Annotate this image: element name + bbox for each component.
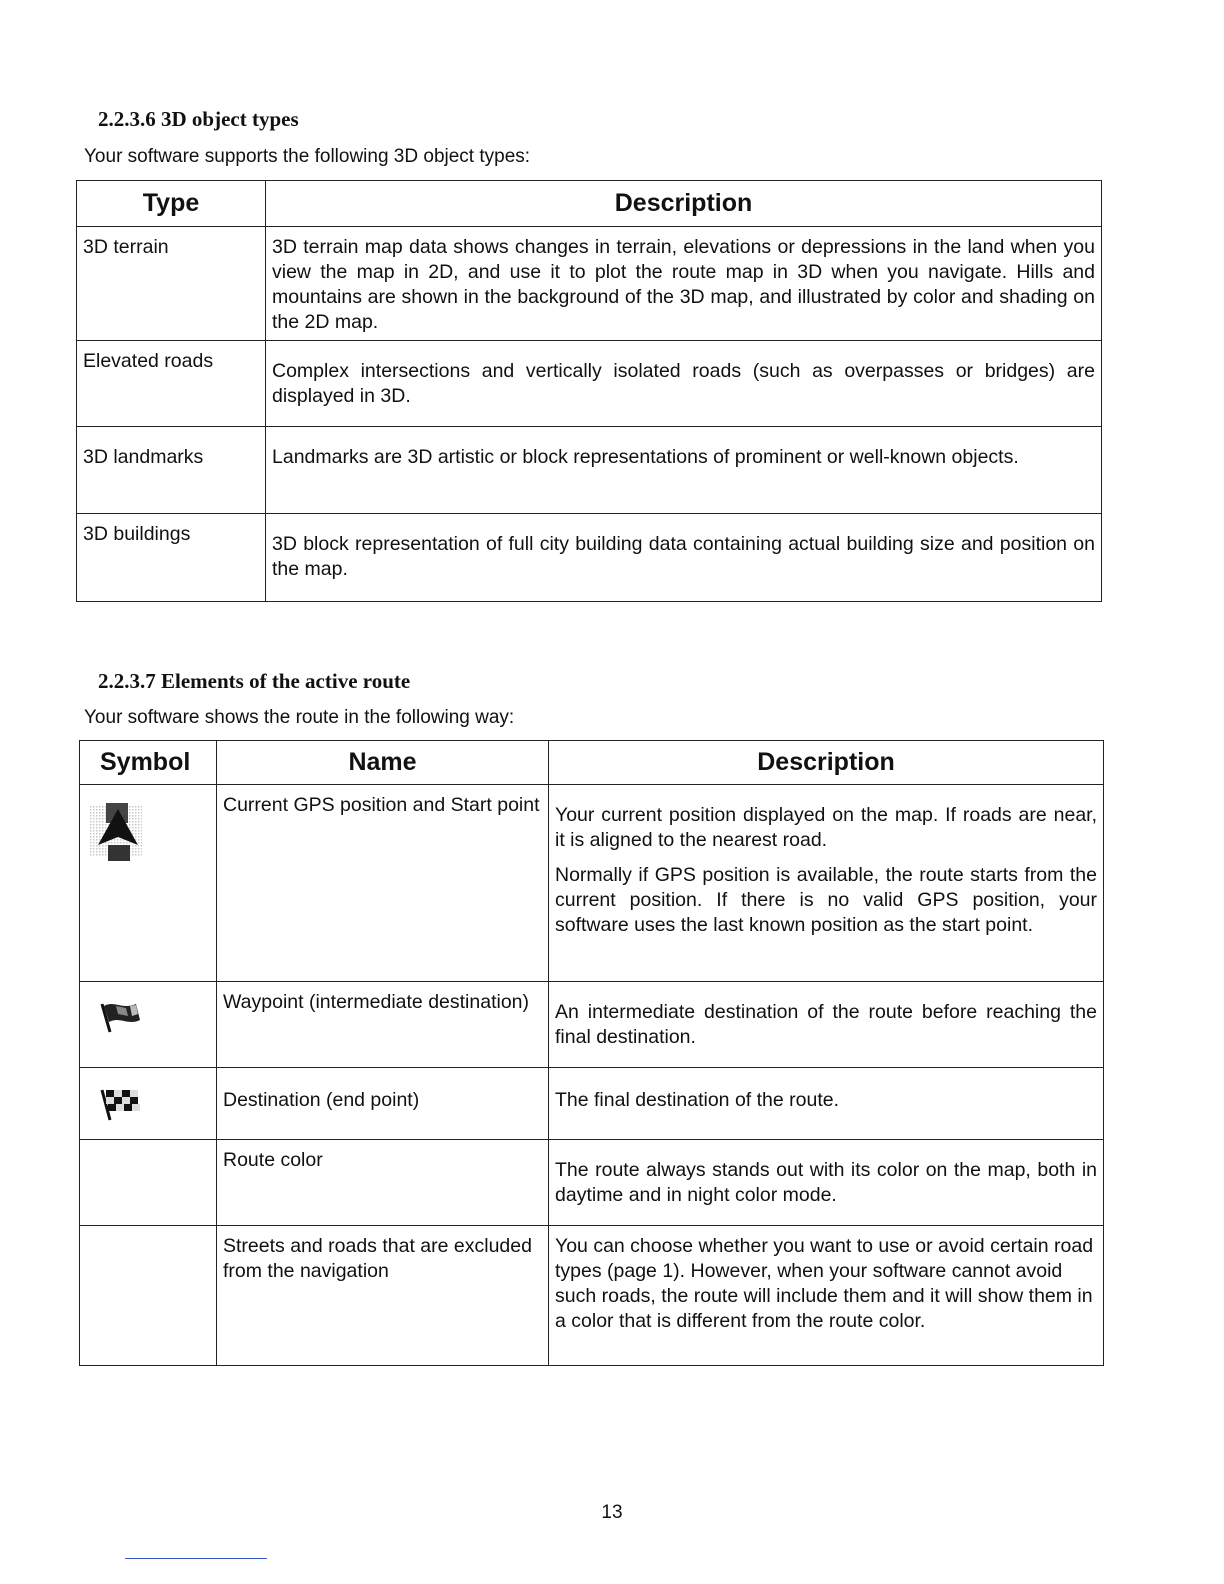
footnote-divider [125, 1558, 267, 1559]
column-header-type: Type [77, 181, 266, 227]
table-row [77, 514, 1102, 602]
description-paragraph: Your current position displayed on the map. If roads are near, it is aligned to the nearest road. [555, 804, 1097, 851]
section-intro-3d-object-types: Your software supports the following 3D object types: [84, 146, 531, 167]
column-header-symbol: Symbol [80, 741, 217, 785]
table-row [77, 227, 1102, 341]
description-cell: The route always stands out with its color on the map, both in daytime and in night color mode. [549, 1140, 1104, 1226]
column-header-description: Description [266, 181, 1102, 227]
symbol-cell [80, 982, 217, 1068]
type-cell: 3D buildings [77, 514, 266, 602]
section-heading-active-route: 2.2.3.7 Elements of the active route [98, 669, 411, 693]
description-cell: You can choose whether you want to use or avoid certain road types (page 1). However, when your software cannot avoid such roads, the route will include them and it will show them in a color that is different from the route color. [549, 1226, 1104, 1366]
description-cell [549, 785, 1104, 982]
table-row [77, 341, 1102, 427]
table-row [80, 785, 1104, 982]
table-row [80, 982, 1104, 1068]
column-header-description: Description [549, 741, 1104, 785]
type-cell: 3D landmarks [77, 427, 266, 514]
name-cell: Streets and roads that are excluded from the navigation [217, 1226, 549, 1366]
table-row [80, 1068, 1104, 1140]
name-cell: Current GPS position and Start point [217, 785, 549, 982]
type-cell: 3D terrain [77, 227, 266, 341]
table-row [80, 1140, 1104, 1226]
table-route-elements [79, 740, 1104, 1366]
name-cell: Waypoint (intermediate destination) [217, 982, 549, 1068]
description-paragraph: Normally if GPS position is available, the route starts from the current position. If there is no valid GPS position, your software uses the last known position as the start point. [555, 864, 1097, 936]
column-header-name: Name [217, 741, 549, 785]
description-cell: Landmarks are 3D artistic or block representations of prominent or well-known objects. [266, 427, 1102, 514]
symbol-cell [80, 1068, 217, 1140]
description-cell: Complex intersections and vertically isolated roads (such as overpasses or bridges) are displayed in 3D. [266, 341, 1102, 427]
description-cell: 3D terrain map data shows changes in terrain, elevations or depressions in the land when you view the map in 2D, and use it to plot the route map in 3D when you navigate. Hills and mountains are shown in the background of the 3D map, and illustrated by color and shading on the 2D map. [266, 227, 1102, 341]
description-cell: 3D block representation of full city building data containing actual building size and position on the map. [266, 514, 1102, 602]
name-cell: Destination (end point) [217, 1068, 549, 1140]
description-cell: The final destination of the route. [549, 1068, 1104, 1140]
symbol-cell [80, 785, 217, 982]
table-row [77, 427, 1102, 514]
symbol-cell [80, 1140, 217, 1226]
symbol-cell [80, 1226, 217, 1366]
type-cell: Elevated roads [77, 341, 266, 427]
page-number: 13 [601, 1502, 623, 1523]
section-heading-3d-object-types: 2.2.3.6 3D object types [98, 107, 299, 131]
gps-position-arrow-icon [90, 850, 154, 872]
waypoint-flag-icon [90, 1029, 148, 1051]
table-3d-object-types [76, 180, 1102, 602]
checkered-flag-icon [90, 1111, 148, 1133]
table-row [80, 1226, 1104, 1366]
description-cell: An intermediate destination of the route before reaching the final destination. [549, 982, 1104, 1068]
name-cell: Route color [217, 1140, 549, 1226]
section-intro-active-route: Your software shows the route in the following way: [84, 707, 515, 728]
